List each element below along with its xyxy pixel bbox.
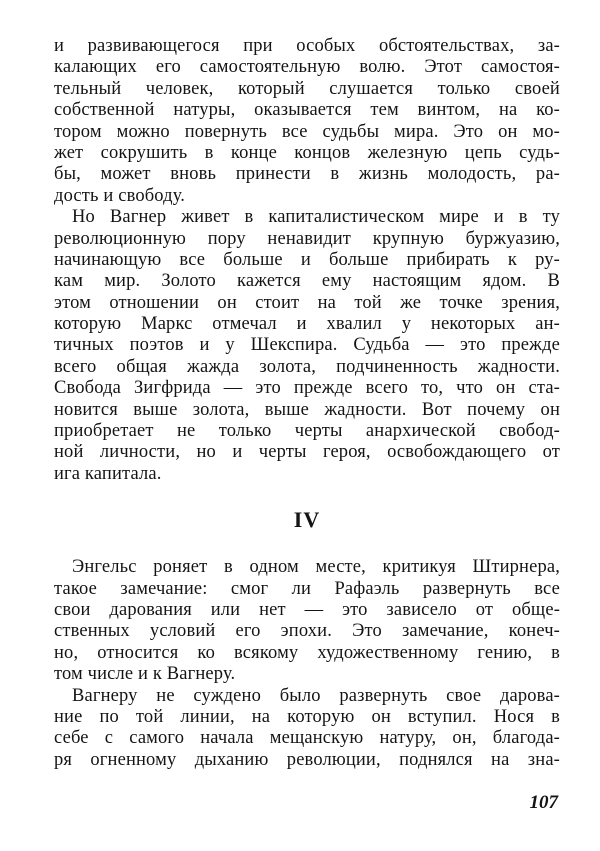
text-line: свои дарования или нет — это зависело от обще- — [54, 599, 560, 620]
text-line: тором можно повернуть все судьбы мира. Это он мо- — [54, 121, 560, 142]
paragraph-2 — [54, 207, 560, 485]
text-line: ной личности, но и черты героя, освобождающего от — [54, 442, 560, 463]
text-line: тельный человек, который слушается только своей — [54, 78, 560, 99]
text-line: Свобода Зигфрида — это прежде всего то, что он ста- — [54, 378, 560, 399]
page-number: 107 — [529, 792, 558, 813]
text-line: собственной натуры, оказывается тем винтом, на ко- — [54, 100, 560, 121]
text-line: себе с самого начала мещанскую натуру, он, благода- — [54, 728, 560, 749]
text-line: всего общая жажда золота, подчиненность жадности. — [54, 356, 560, 377]
text-line: такое замечание: смог ли Рафаэль развернуть все — [54, 578, 560, 599]
text-line: которую Маркс отмечал и хвалил у некоторых ан- — [54, 314, 560, 335]
text-line: Вагнеру не суждено было развернуть свое дарова- — [72, 685, 560, 706]
text-line: начинающую все больше и больше прибирать к ру- — [54, 249, 560, 270]
text-line: жет сокрушить в конце концов железную цепь судь- — [54, 142, 560, 163]
paragraph-3 — [54, 557, 560, 685]
text-line: кам мир. Золото кажется ему настоящим ядом. В — [54, 271, 560, 292]
text-line: тичных поэтов и у Шекспира. Судьба — это прежде — [54, 335, 560, 356]
text-line: и развивающегося при особых обстоятельствах, за- — [54, 36, 560, 56]
text-line: ря огненному дыханию революции, поднялся на зна- — [54, 749, 560, 770]
text-line: приобретает не только черты анархической свобод- — [54, 421, 560, 442]
text-line: этом отношении он стоит на той же точке зрения, — [54, 292, 560, 313]
text-line: калающих его самостоятельную волю. Этот самостоя- — [54, 57, 560, 78]
text-line: революционную пору ненавидит крупную буржуазию, — [54, 228, 560, 249]
text-line: бы, может вновь принести в жизнь молодость, ра- — [54, 164, 560, 185]
text-line: Энгельс роняет в одном месте, критикуя Штирнера, — [72, 557, 560, 578]
paragraph-1 — [54, 36, 560, 207]
text-line: ние по той линии, на которую он вступил. Нося в — [54, 706, 560, 727]
text-line: ственных условий его эпохи. Это замечание, конеч- — [54, 621, 560, 642]
page-body — [54, 36, 560, 771]
text-line: том числе и к Вагнеру. — [54, 664, 236, 685]
paragraph-4 — [54, 686, 560, 772]
text-line: ига капитала. — [54, 463, 162, 484]
text-line: новится выше золота, выше жадности. Вот почему он — [54, 399, 560, 420]
text-line: Но Вагнер живет в капиталистическом мире и в ту — [72, 207, 560, 228]
section-heading: IV — [293, 507, 321, 533]
text-line: дость и свободу. — [54, 185, 186, 206]
text-line: но, относится ко всякому художественному гению, в — [54, 642, 560, 663]
